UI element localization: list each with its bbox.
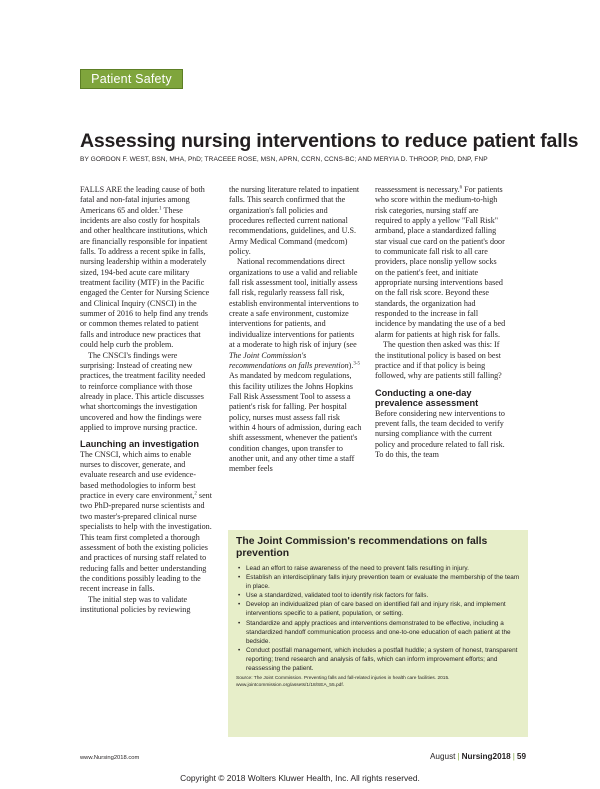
citation: 2 [194,491,197,497]
page-folio [396,752,526,761]
citation: 6 [459,185,463,191]
article-byline: BY GORDON F. WEST, BSN, MHA, PhD; TRACEEE ROSE, MSN, APRN, CCRN, CCNS-BC; AND MERYIA D. THROOP, PhD, DNP, FNP [80,156,488,163]
paragraph: FALLS ARE the leading cause of both fatal and non-fatal injuries among Americans 65 and older.$^1$ These incidents are also costly for hospitals and other healthcare institutions, which are financially responsible for inpatient falls. To address a recent spike in falls, nursing leadership within a moderately sized, 194-bed acute care military treatment facility (MTF) in the Pacific engaged the Center for Nursing Science and Clinical Inquiry (CNSCI) in the summer of 2016 to help find any trends or common themes related to patient falls and introduce new practices that could help curb the problem. [80,185,210,350]
citation: 3-5 [353,361,361,367]
divider: | [457,752,460,761]
section-heading: Launching an investigation [80,439,199,450]
issue-month: August [429,752,456,761]
paragraph: Before considering new interventions to prevent falls, the team decided to verify nursing compliance with the current policy and procedure related to fall risk. To do this, the team [375,408,505,459]
list-item: • Establish an interdisciplinary falls injury prevention team or evaluate the membership of the team in place. [236,573,521,591]
section-tag: Patient Safety [80,69,183,89]
paragraph: National recommendations direct organizations to use a valid and reliable fall risk assessment tool, initially assess fall risk, regularly reassess fall risk, establish environmental interventions to create a safe environment, customize interventions for patients, and individualize interventions for patients at a moderate to high risk of injury (see The Joint Commission's recommendations on falls prevention).$^{3-5}$ As mandated by medcom regulations, this facility utilizes the Johns Hopkins Fall Risk Assessment Tool to assess a patient's risk for falling. Per hospital policy, nurses must assess fall risk within 4 hours of admission, during each shift assessment, whenever the patient's condition changes, upon transfer to another unit, and any other time a staff member feels [229,257,362,474]
lead-in: FALLS ARE [80,185,122,194]
recommendations-sidebar [228,530,528,737]
paragraph: The CNSCI's findings were surprising: Instead of creating new practices, the treatment facility needed to reinforce compliance with those already in place. This article discusses what shortcomings the investigation uncovered and how the findings were applied to improve nursing practice. [80,350,206,432]
citation: 1 [159,206,162,211]
list-item: • Lead an effort to raise awareness of the need to prevent falls resulting in injury. [236,564,521,573]
italic-reference: The Joint Commission's recommendations on falls prevention [229,350,349,370]
paragraph: the nursing literature related to inpatient falls. This search confirmed that the organization's fall policies and procedures reflected current national recommendations, guidelines, and U.S. Army Medical Command (medcom) policy. [229,185,360,257]
list-item: • Standardize and apply practices and interventions demonstrated to be effective, including a standardized handoff communication process and one-to-one education of each patient at the bedside. [236,619,521,646]
copyright-notice: Copyright © 2018 Wolters Kluwer Health, Inc. All rights reserved. [180,773,420,783]
paragraph: reassessment is necessary.$^6$ For patients who score within the medium-to-high risk categories, nursing staff are required to apply a yellow "Fall Risk" armband, place a standardized falling star visual cue card on the patient's door to communicate fall risk to all care providers, place nonslip yellow socks on the patient's feet, and initiate appropriate nursing interventions based on the fall risk score. Beyond these standards, the organization had responded to the increase in fall incidence by mandating the use of a bed alarm for patients at high risk for falls. [375,185,506,339]
paragraph: The initial step was to validate institutional policies by reviewing [80,594,191,614]
sidebar-source: Source: The Joint Commission. Preventing falls and fall-related injuries in health care facilities. 2015. www.jointcommission.org/assets/1/18/SEA_55.pdf. [236,676,450,688]
recommendations-list [236,564,521,673]
divider: | [512,752,515,761]
list-item: • Conduct postfall management, which includes a postfall huddle; a system of honest, transparent reporting; trend research and analysis of falls, which can inform improvement efforts; and reassessing the patient. [236,646,521,673]
sidebar-title: The Joint Commission's recommendations on falls prevention [236,536,488,559]
footer-url[interactable]: www.Nursing2018.com [80,755,140,761]
section-heading: Conducting a one-day prevalence assessment [375,387,479,409]
column-2 [229,185,362,475]
journal-name: Nursing2018 [461,752,511,761]
column-3 [375,185,506,460]
article-title: Assessing nursing interventions to reduce patient falls [80,130,579,152]
list-item: • Develop an individualized plan of care based on identified fall and injury risk, and implement interventions specific to a patient, population, or setting. [236,600,521,618]
list-item: • Use a standardized, validated tool to identify risk factors for falls. [236,591,521,600]
column-1 [80,185,212,615]
page-number: 59 [516,752,526,761]
paragraph: The question then asked was this: If the institutional policy is based on best practice and if that policy is being followed, why are patients still falling? [375,340,502,381]
paragraph: The CNSCI, which aims to enable nurses to discover, generate, and evaluate research and use evidence-based methodologies to inform best practice in every care environment,$^2$ sent two PhD-prepared nurse scientists and two master's-prepared clinical nurse specialists to help with the investigation. This team first completed a thorough assessment of both the existing policies and practices of nursing staff related to reducing falls and better understanding the conditions possibly leading to the recent increase in falls. [80,449,212,594]
